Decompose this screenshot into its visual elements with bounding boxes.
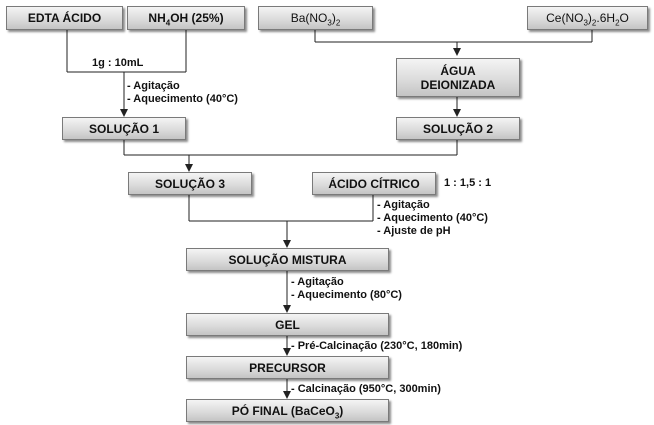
nh4oh-label: $NH_4OH$ (25%) [148,11,224,28]
solucao-3-label: SOLUÇÃO 3 [154,176,225,191]
pre-calcinacao-note: - Pré-Calcinação (230°C, 180min) [291,340,463,352]
gel-label: GEL [275,317,300,332]
gel-box [186,313,389,336]
ratio-citrico-note: 1 : 1,5 : 1 [444,177,492,189]
solucao-mistura-label: SOLUÇÃO MISTURA [228,252,347,267]
step-citrico-conditions-note: - Agitação - Aquecimento (40°C) - Ajuste de pH [377,199,488,237]
calcinacao-note: - Calcinação (950°C, 300min) [291,383,441,395]
solucao-mistura-box [186,248,389,271]
po-final-label: PÓ FINAL (BaCeO$_3$) [231,403,344,420]
solucao-3-box [128,172,252,195]
solucao-2-label: SOLUÇÃO 2 [422,121,493,136]
precursor-box [186,356,389,379]
nh4oh-box [127,6,245,30]
solucao-1-label: SOLUÇÃO 1 [88,121,159,136]
ratio-edta-note: 1g : 10mL [92,57,144,69]
ba-no3-box [258,6,373,30]
step-agitacao-aquecimento-80-note: - Agitação - Aquecimento (80°C) [291,276,402,301]
solucao-1-box [62,117,186,140]
agua-label: ÁGUA [440,63,476,78]
acido-citrico-label: ÁCIDO CÍTRICO [328,176,420,191]
precursor-label: PRECURSOR [249,360,326,375]
step-agitacao-aquecimento-40-note: - Agitação - Aquecimento (40°C) [127,80,238,105]
ce-no3-box [527,6,648,30]
edta-acido-label: EDTA ÁCIDO [27,11,102,25]
deionizada-label: DEIONIZADA [420,77,496,92]
solucao-2-box [396,117,520,140]
ce-no3-label: $Ce(NO_3)_2.6H_2O$ [546,11,629,28]
ba-no3-label: $Ba(NO_3)_2$ [290,11,341,28]
po-final-box [186,399,389,422]
acido-citrico-box [312,172,436,195]
agua-deionizada-box [396,58,520,97]
edta-acido-box [6,6,123,30]
